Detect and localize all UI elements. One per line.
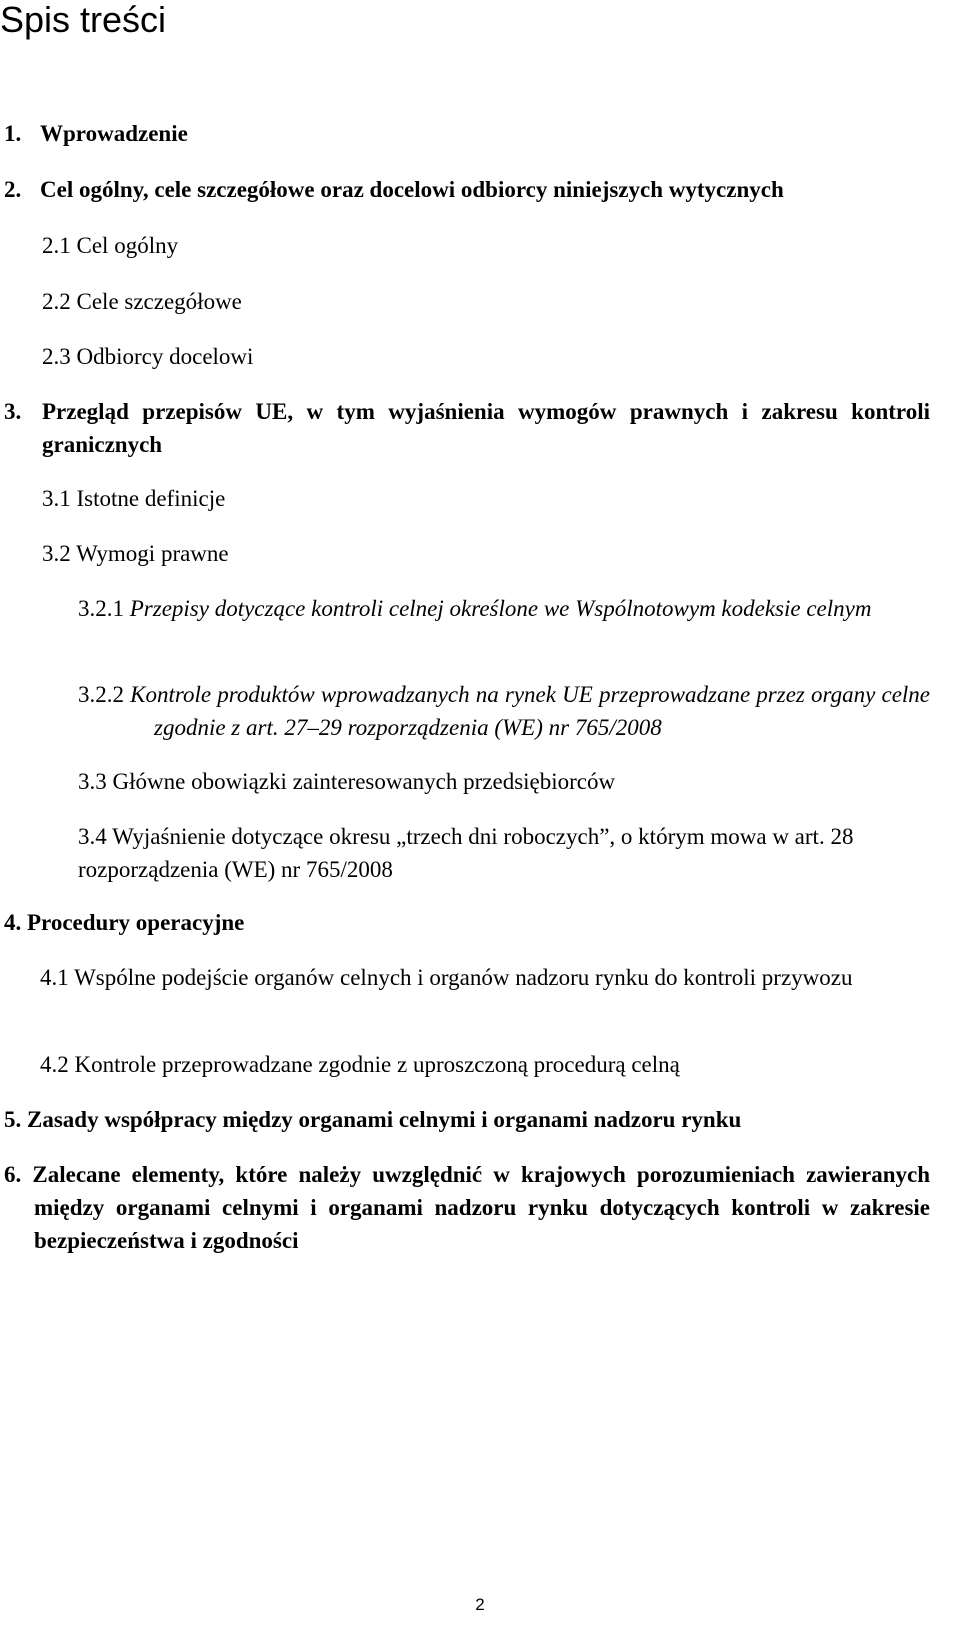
toc-entry-5[interactable]: 5. Zasady współpracy między organami celnymi i organami nadzoru rynku [4,1107,742,1132]
toc-entry-number: 1. [4,121,22,146]
page-title: Spis treści [0,0,167,40]
toc-entry-2-3[interactable]: 2.3 Odbiorcy docelowi [42,344,254,369]
toc-entry-3-2[interactable]: 3.2 Wymogi prawne [42,541,229,566]
toc-entry-4-1[interactable]: 4.1 Wspólne podejście organów celnych i organów nadzoru rynku do kontroli przywozu [40,965,853,990]
toc-entry-3-2-1[interactable] [78,592,930,625]
toc-entry-number: 3. [4,399,22,424]
toc-entry-text: Cel ogólny, cele szczegółowe oraz docelowi odbiorcy niniejszych wytycznych [40,177,784,202]
toc-entry-text: Przepisy dotyczące kontroli celnej określone we Wspólnotowym kodeksie celnym [129,596,872,621]
toc-entry-number: 3.2.2 [78,682,124,707]
toc-entry-3-1[interactable]: 3.1 Istotne definicje [42,486,226,511]
toc-entry-3-4[interactable]: 3.4 Wyjaśnienie dotyczące okresu „trzech dni roboczych”, o którym mowa w art. 28 rozporządzenia (WE) nr 765/2008 [78,824,854,882]
toc-entry-number: 3.2.1 [78,596,124,621]
toc-entry-3[interactable] [4,395,930,461]
toc-entry-6[interactable]: 6. Zalecane elementy, które należy uwzględnić w krajowych porozumieniach zawieranych między organami celnymi i organami nadzoru rynku dotyczących kontroli w zakresie bezpieczeństwa i zgodności [4,1162,930,1253]
page-number: 2 [475,1595,485,1614]
toc-entry-text: Przegląd przepisów UE, w tym wyjaśnienia wymogów prawnych i zakresu kontroli granicznych [42,399,930,457]
toc-entry-2-1[interactable]: 2.1 Cel ogólny [42,233,179,258]
toc-entry-4-2[interactable]: 4.2 Kontrole przeprowadzane zgodnie z uproszczoną procedurą celną [40,1052,680,1077]
toc-entry-2[interactable] [4,173,930,206]
toc-entry-number: 2. [4,177,22,202]
toc-entry-2-2[interactable]: 2.2 Cele szczegółowe [42,289,242,314]
toc-entry-1[interactable] [4,117,930,150]
toc-entry-4[interactable]: 4. Procedury operacyjne [4,910,245,935]
toc-entry-text: Wprowadzenie [40,121,188,146]
toc-entry-3-3[interactable]: 3.3 Główne obowiązki zainteresowanych przedsiębiorców [78,769,616,794]
toc-entry-text: Kontrole produktów wprowadzanych na rynek UE przeprowadzane przez organy celne zgodnie z art. 27–29 rozporządzenia (WE) nr 765/2008 [130,682,930,740]
toc-entry-3-2-2[interactable] [78,678,930,744]
